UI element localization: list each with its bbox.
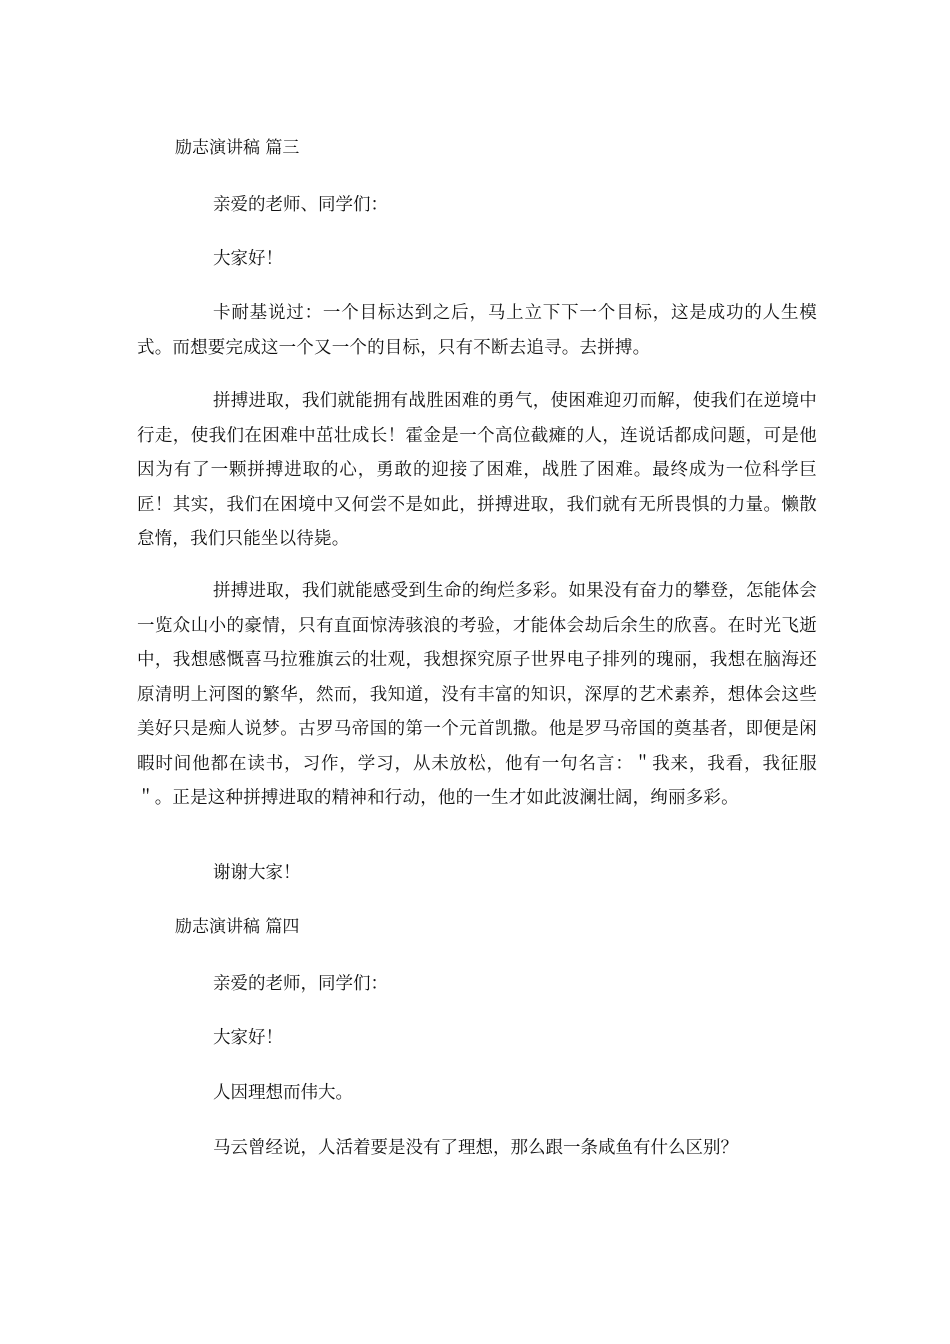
section-3-hello: 大家好！ bbox=[213, 249, 283, 269]
section-4-line-1: 人因理想而伟大。 bbox=[213, 1083, 353, 1103]
section-4-hello: 大家好！ bbox=[213, 1028, 283, 1048]
section-3-paragraph-1: 卡耐基说过：一个目标达到之后，马上立下下一个目标，这是成功的人生模式。而想要完成这一个又一个的目标，只有不断去追寻。去拼搏。 bbox=[137, 303, 817, 358]
section-4-greeting: 亲爱的老师，同学们： bbox=[213, 974, 388, 994]
section-4-line-2: 马云曾经说，人活着要是没有了理想，那么跟一条咸鱼有什么区别？ bbox=[213, 1138, 738, 1158]
section-3-paragraph-3: 拼搏进取，我们就能感受到生命的绚烂多彩。如果没有奋力的攀登，怎能体会一览众山小的豪情，只有直面惊涛骇浪的考验，才能体会劫后余生的欣喜。在时光飞逝中，我想感慨喜马拉雅旗云的壮观，我想探究原子世界电子排列的瑰丽，我想在脑海还原清明上河图的繁华，然而，我知道，没有丰富的知识，深厚的艺术素养，想体会这些美好只是痴人说梦。古罗马帝国的第一个元首凯撒。他是罗马帝国的奠基者，即便是闲暇时间他都在读书，习作，学习，从未放松，他有一句名言：＂我来，我看，我征服＂。正是这种拼搏进取的精神和行动，他的一生才如此波澜壮阔，绚丽多彩。 bbox=[137, 581, 817, 808]
section-3-greeting: 亲爱的老师、同学们： bbox=[213, 195, 388, 215]
section-3-heading: 励志演讲稿 篇三 bbox=[175, 138, 300, 158]
section-3-paragraph-2: 拼搏进取，我们就能拥有战胜困难的勇气，使困难迎刃而解，使我们在逆境中行走，使我们在困难中茁壮成长！霍金是一个高位截瘫的人，连说话都成问题，可是他因为有了一颗拼搏进取的心，勇敢的迎接了困难，战胜了困难。最终成为一位科学巨匠！其实，我们在困境中又何尝不是如此，拼搏进取，我们就有无所畏惧的力量。懒散怠惰，我们只能坐以待毙。 bbox=[137, 391, 817, 549]
section-3-thanks: 谢谢大家！ bbox=[213, 863, 301, 883]
section-4-heading: 励志演讲稿 篇四 bbox=[175, 917, 300, 937]
